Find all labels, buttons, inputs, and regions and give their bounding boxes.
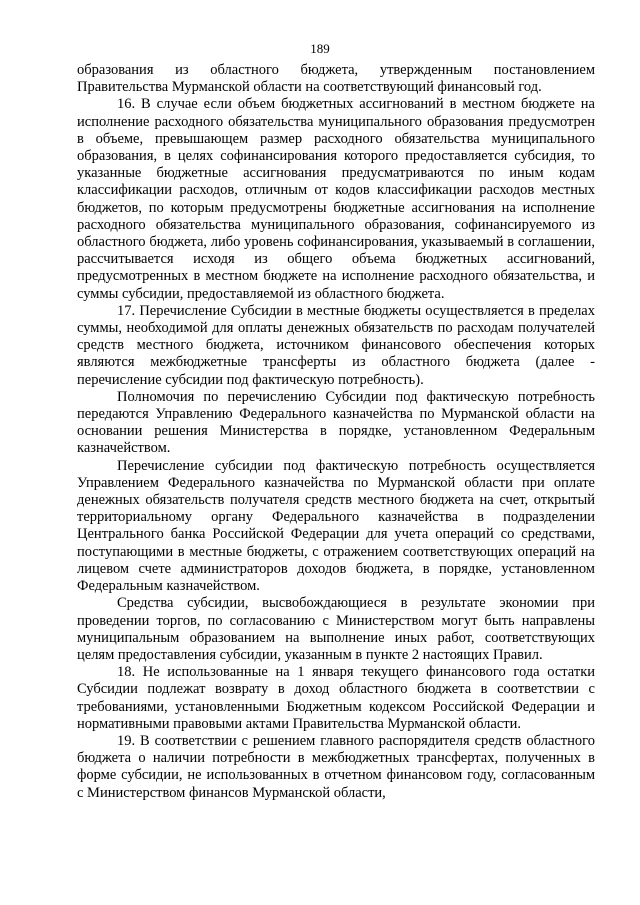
paragraph-item-17: 17. Перечисление Субсидии в местные бюджеты осуществляется в пределах суммы, необходимой для оплаты денежных обязательств по расходам получателей средств местного бюджета, источником финансового обеспечения которых являются межбюджетные трансферты из областного бюджета (далее - перечисление субсидии под фактическую потребность).: [77, 302, 595, 388]
paragraph-subsidy-transfer: Перечисление субсидии под фактическую потребность осуществляется Управлением Федерального казначейства по Мурманской области при оплате денежных обязательств получателя средств местного бюджета на счет, открытый территориальному органу Федерального казначейства в подразделении Центрального банка Российской Федерации для учета операций со средствами, поступающими в местные бюджеты, с отражением соответствующих операций на лицевом счете администраторов доходов бюджета, в порядке, установленном Федеральным казначейством.: [77, 457, 595, 595]
paragraph-item-18: 18. Не использованные на 1 января текущего финансового года остатки Субсидии подлежат возврату в доход областного бюджета в соответствии с требованиями, установленными Бюджетным кодексом Российской Федерации и нормативными правовыми актами Правительства Мурманской области.: [77, 664, 595, 732]
paragraph-subsidy-savings: Средства субсидии, высвобождающиеся в результате экономии при проведении торгов, по согласованию с Министерством могут быть направлены муниципальным образованием на выполнение иных работ, соответствующих целям предоставления субсидии, указанным в пункте 2 настоящих Правил.: [77, 595, 595, 663]
paragraph-powers-transfer: Полномочия по перечислению Субсидии под фактическую потребность передаются Управлению Федерального казначейства по Мурманской области на основании решения Министерства в порядке, установленном Федеральным казначейством.: [77, 388, 595, 457]
paragraph-item-16: 16. В случае если объем бюджетных ассигнований в местном бюджете на исполнение расходного обязательства муниципального образования предусмотрен в объеме, превышающем размер расходного обязательства муниципального образования, в целях софинансирования которого предоставляется субсидия, то указанные бюджетные ассигнования предусматриваются по иным кодам классификации расходов, отличным от кодов классификации расходов местных бюджетов, по которым предусмотрены бюджетные ассигнования на исполнение расходного обязательства муниципального образования, софинансируемого из областного бюджета, либо уровень софинансирования, указываемый в соглашении, рассчитывается исходя из общего объема бюджетных ассигнований, предусмотренных в местном бюджете на исполнение расходного обязательства, и суммы субсидии, предоставляемой из областного бюджета.: [77, 96, 595, 302]
paragraph-item-19: 19. В соответствии с решением главного распорядителя средств областного бюджета о наличии потребности в межбюджетных трансфертах, полученных в форме субсидии, не использованных в отчетном финансовом году, согласованным с Министерством финансов Мурманской области,: [77, 732, 595, 801]
document-body: [77, 62, 595, 802]
paragraph-continuation: образования из областного бюджета, утвержденным постановлением Правительства Мурманской области на соответствующий финансовый год.: [77, 62, 595, 96]
page-number: 189: [310, 41, 330, 56]
